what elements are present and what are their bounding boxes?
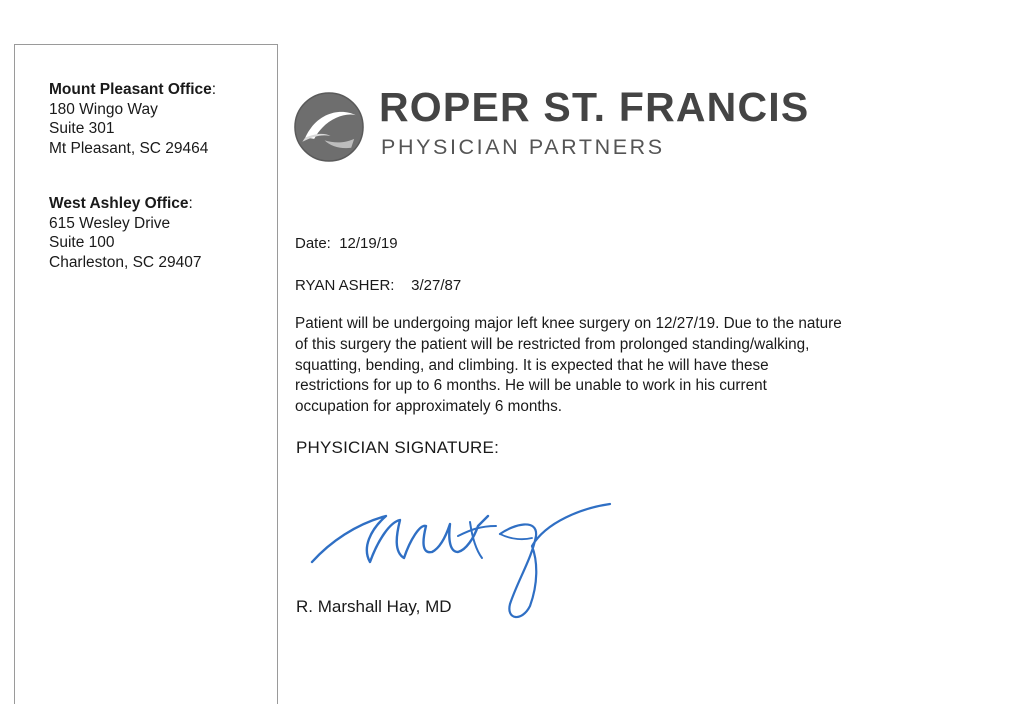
office-name: Mount Pleasant Office	[49, 81, 212, 98]
physician-name: R. Marshall Hay, MD	[296, 597, 452, 616]
signature-label: PHYSICIAN SIGNATURE:	[296, 438, 499, 457]
office-name: West Ashley Office	[49, 195, 189, 212]
logo-subtitle: PHYSICIAN PARTNERS	[381, 135, 665, 159]
office-mount-pleasant: Mount Pleasant Office: 180 Wingo Way Suite 301 Mt Pleasant, SC 29464	[49, 81, 217, 157]
date-label: Date:	[295, 235, 331, 252]
office-address-line: Mt Pleasant, SC 29464	[49, 139, 209, 157]
office-address-line: 180 Wingo Way	[49, 100, 158, 118]
logo-mark-icon	[292, 90, 366, 164]
body-line: restrictions for up to 6 months. He will be unable to work in his current	[295, 377, 767, 395]
office-west-ashley: West Ashley Office: 615 Wesley Drive Suite 100 Charleston, SC 29407	[49, 195, 202, 271]
roper-logo	[292, 84, 822, 174]
body-line: Patient will be undergoing major left knee surgery on 12/27/19. Due to the nature	[295, 315, 842, 332]
body-line: of this surgery the patient will be restricted from prolonged standing/walking,	[295, 335, 810, 353]
date-line	[295, 235, 398, 252]
office-address-line: 615 Wesley Drive	[49, 214, 171, 232]
date-value: 12/19/19	[339, 235, 398, 252]
letter-body	[295, 314, 945, 418]
body-line: occupation for approximately 6 months.	[295, 398, 562, 416]
patient-name: RYAN ASHER:	[295, 277, 395, 294]
body-line: squatting, bending, and climbing. It is expected that he will have these	[295, 356, 769, 374]
patient-line	[295, 277, 461, 294]
office-address-line: Suite 100	[49, 234, 115, 251]
office-address-line: Charleston, SC 29407	[49, 253, 202, 271]
office-address-line: Suite 301	[49, 120, 115, 137]
logo-title: ROPER ST. FRANCIS	[379, 84, 810, 130]
patient-dob: 3/27/87	[411, 277, 462, 294]
